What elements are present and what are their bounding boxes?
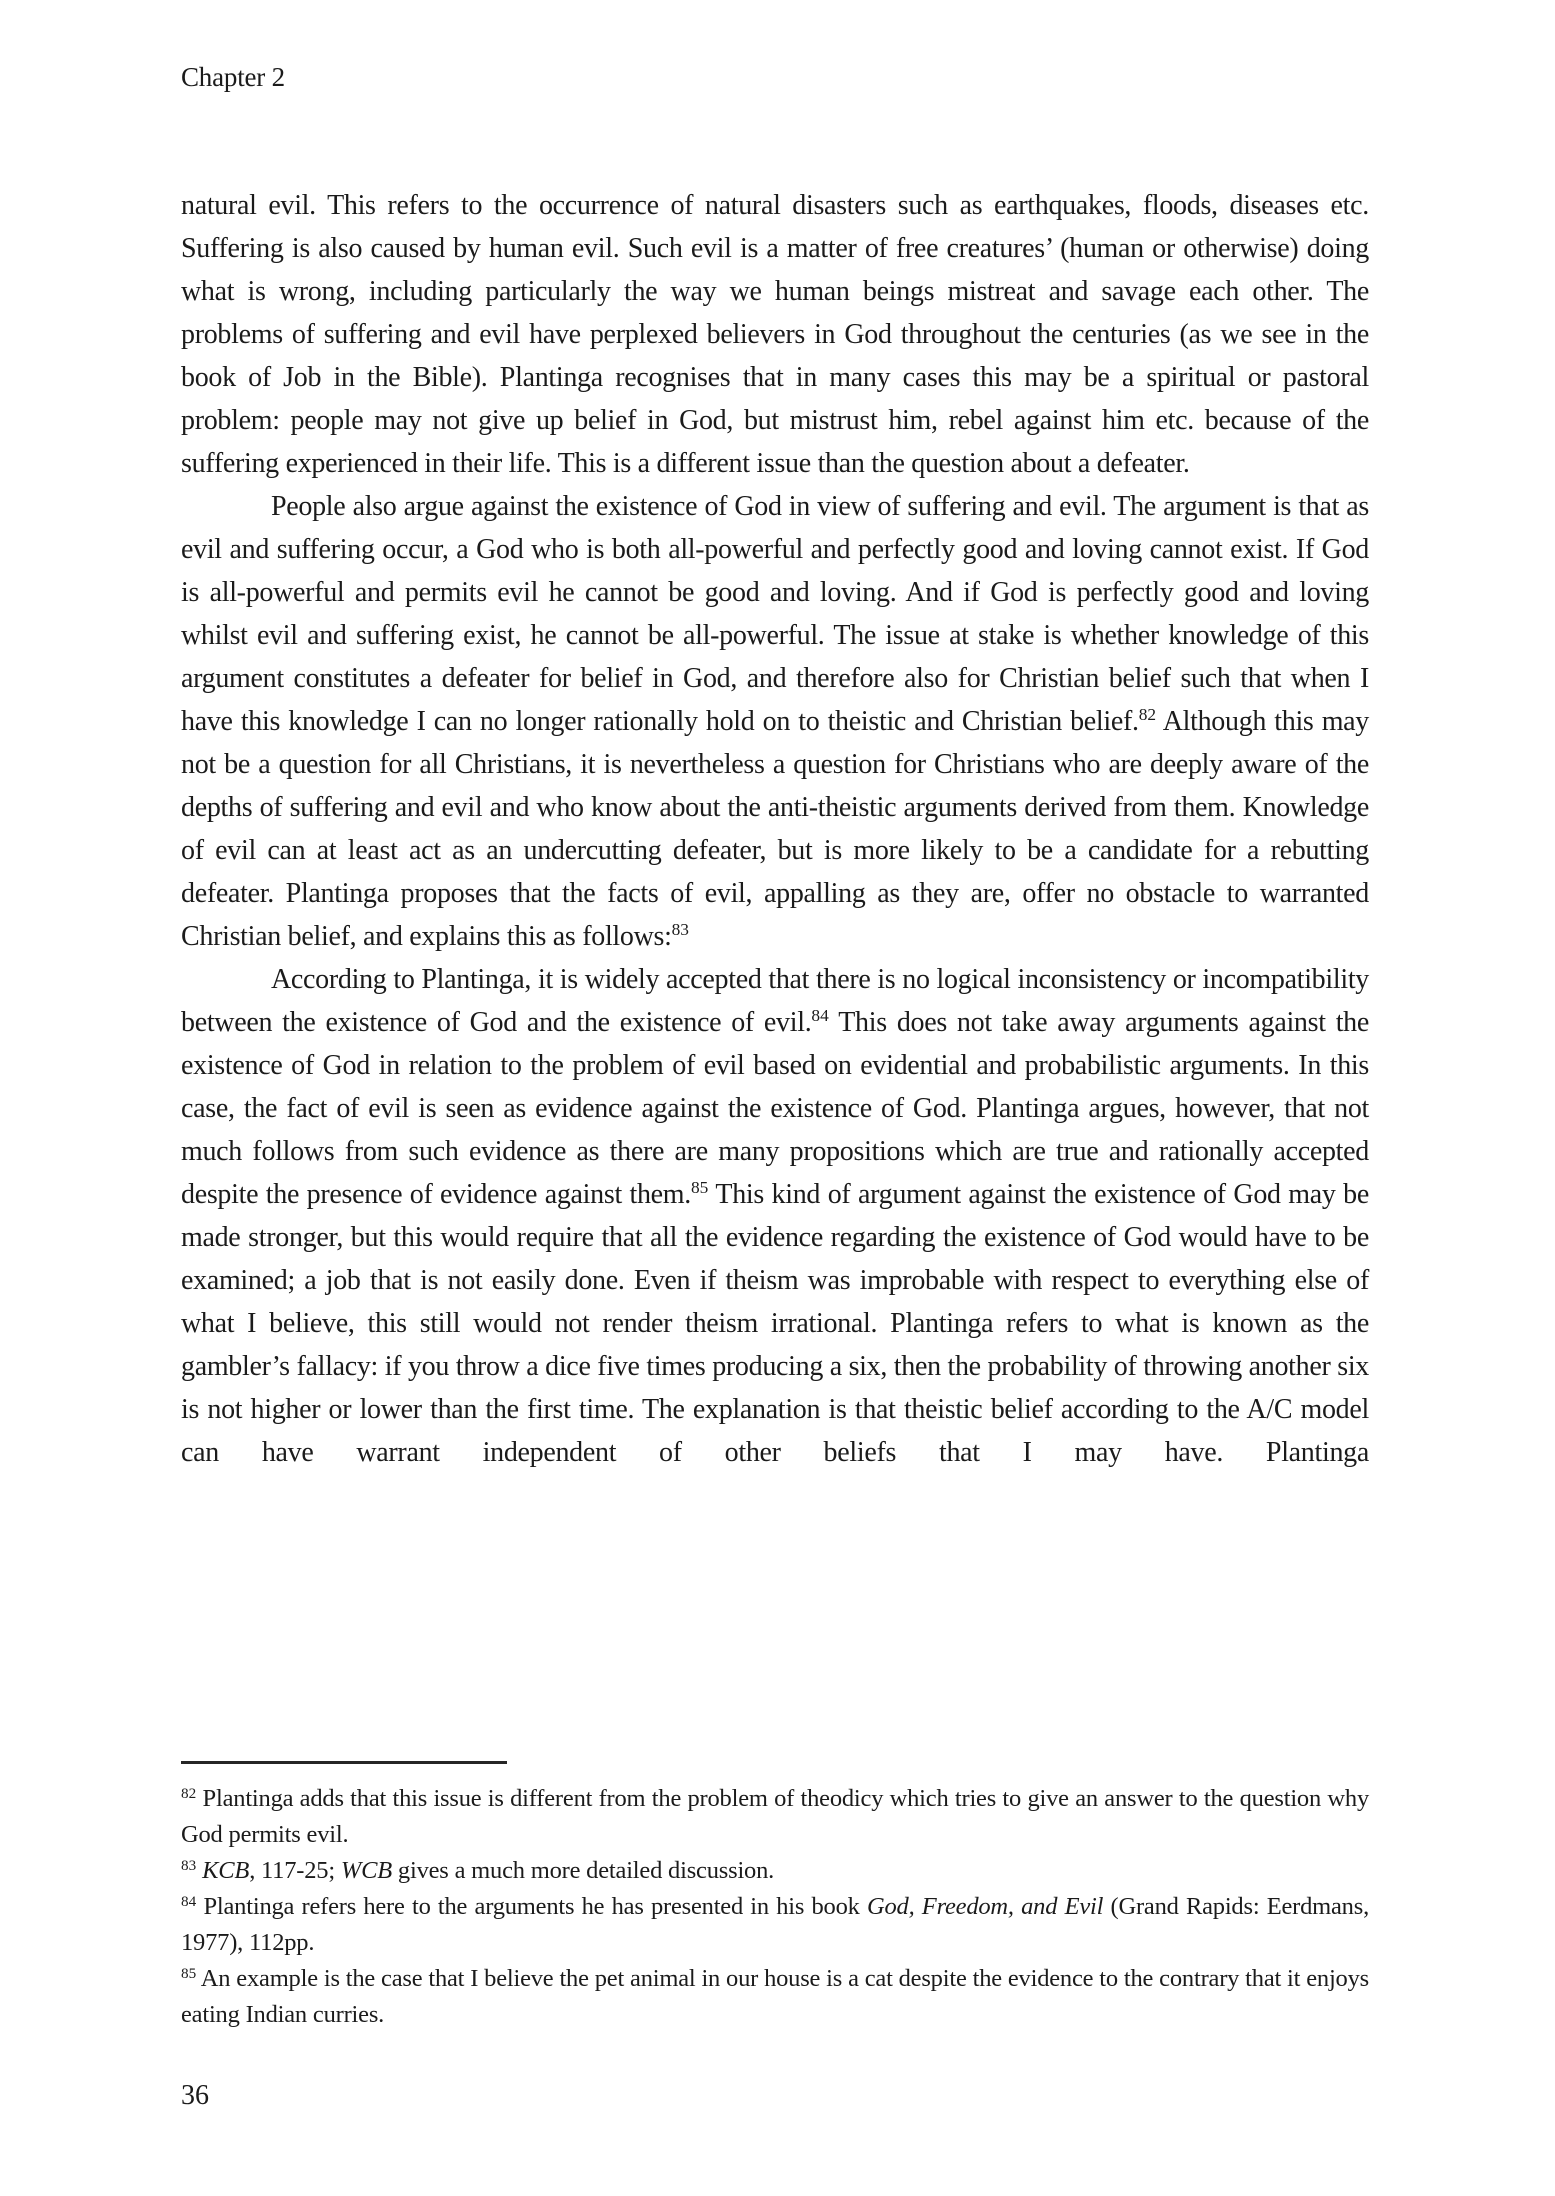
body-text [181, 184, 1369, 1474]
footnote-ref: 84 [181, 1892, 197, 1910]
text-segment: According to Plantinga, it is widely accepted that there is no logical inconsistency or incompatibility between the existence of God and the existence of evil. [181, 964, 1369, 1038]
footnote [181, 1781, 1369, 1853]
italic-text-segment: KCB [202, 1857, 250, 1884]
italic-text-segment: God, Freedom, and Evil [867, 1893, 1104, 1920]
text-segment: Plantinga refers here to the arguments he has presented in his book [196, 1893, 867, 1920]
paragraph [181, 958, 1369, 1474]
page-number: 36 [181, 2080, 209, 2111]
text-segment: This does not take away arguments against the existence of God in relation to the problem of evil based on evidential and probabilistic arguments. In this case, the fact of evil is seen as evidence against the existence of God. Plantinga argues, however, that not much follows from such evidence as there are many propositions which are true and rationally accepted despite the presence of evidence against them. [181, 1007, 1369, 1210]
footnotes [181, 1781, 1369, 2033]
footnote-ref: 85 [181, 1964, 197, 1982]
text-segment: An example is the case that I believe the pet animal in our house is a cat despite the evidence to the contrary that it enjoys eating Indian curries. [181, 1965, 1369, 2028]
text-segment: natural evil. This refers to the occurrence of natural disasters such as earthquakes, floods, diseases etc. Suffering is also caused by human evil. Such evil is a matter of free creatures’ (human or otherwise) doing what is wrong, including particularly the way we human beings mistreat and savage each other. The problems of suffering and evil have perplexed believers in God throughout the centuries (as we see in the book of Job in the Bible). Plantinga recognises that in many cases this may be a spiritual or pastoral problem: people may not give up belief in God, but mistrust him, rebel against him etc. because of the suffering experienced in their life. This is a different issue than the question about a defeater. [181, 190, 1369, 479]
italic-text-segment: WCB [340, 1857, 392, 1884]
paragraph [181, 485, 1369, 958]
text-segment: People also argue against the existence of God in view of suffering and evil. The argument is that as evil and suffering occur, a God who is both all-powerful and perfectly good and loving cannot exist. If God is all-powerful and permits evil he cannot be good and loving. And if God is perfectly good and loving whilst evil and suffering exist, he cannot be all-powerful. The issue at stake is whether knowledge of this argument constitutes a defeater for belief in God, and therefore also for Christian belief such that when I have this knowledge I can no longer rationally hold on to theistic and Christian belief. [181, 491, 1369, 737]
text-segment: Although this may not be a question for all Christians, it is nevertheless a question for Christians who are deeply aware of the depths of suffering and evil and who know about the anti-theistic arguments derived from them. Knowledge of evil can at least act as an undercutting defeater, but is more likely to be a candidate for a rebutting defeater. Plantinga proposes that the facts of evil, appalling as they are, offer no obstacle to warranted Christian belief, and explains this as follows: [181, 706, 1370, 952]
text-segment: , 117-25; [249, 1857, 341, 1884]
text-segment: gives a much more detailed discussion. [392, 1857, 775, 1884]
running-header: Chapter 2 [181, 62, 285, 92]
footnote [181, 1853, 1369, 1889]
paragraph [181, 184, 1369, 485]
text-segment: (Grand Rapids: Eerdmans, 1977), 112pp. [181, 1893, 1369, 1956]
footnote-ref: 82 [181, 1784, 197, 1802]
footnote-ref: 85 [690, 1178, 709, 1198]
footnote-ref: 84 [811, 1006, 829, 1026]
footnote [181, 1961, 1369, 2033]
footnote [181, 1889, 1369, 1961]
text-segment: This kind of argument against the existence of God may be made stronger, but this would require that all the evidence regarding the existence of God would have to be examined; a job that is not easily done. Even if theism was improbable with respect to everything else of what I believe, this still would not render theism irrational. Plantinga refers to what is known as the gambler’s fallacy: if you throw a dice five times producing a six, then the probability of throwing another six is not higher or lower than the first time. The explanation is that theistic belief according to the A/C model can have warrant independent of other beliefs that I may have. Plantinga [181, 1179, 1369, 1468]
footnote-separator [181, 1761, 507, 1764]
footnote-ref: 82 [1138, 705, 1157, 725]
footnote-ref: 83 [671, 920, 689, 940]
text-segment: Plantinga adds that this issue is different from the problem of theodicy which tries to give an answer to the question why God permits evil. [181, 1785, 1369, 1848]
footnote-ref: 83 [181, 1856, 197, 1874]
